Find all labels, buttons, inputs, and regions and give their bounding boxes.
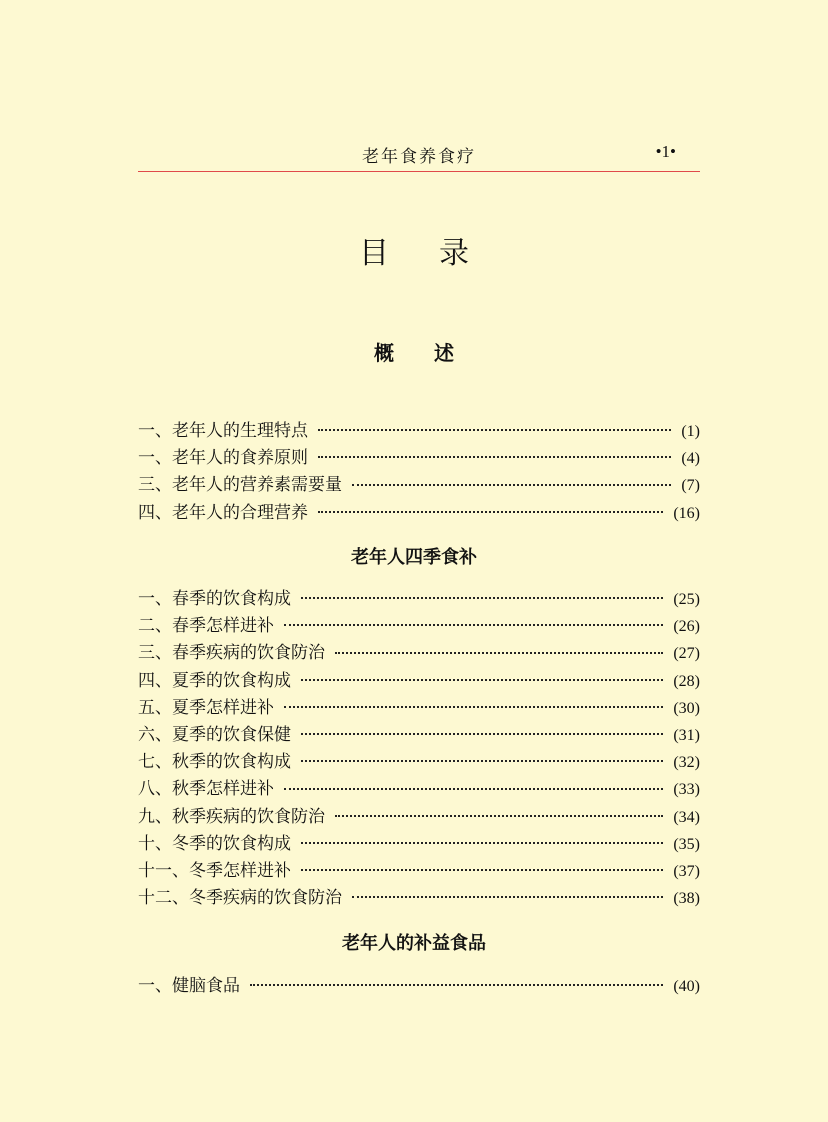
toc-entry-label: 一、健脑食品 [138, 976, 240, 996]
toc-entry-page: (35) [673, 835, 700, 853]
toc-entry[interactable] [138, 416, 700, 443]
running-header [138, 140, 700, 170]
toc-entry-label: 一、老年人的生理特点 [138, 421, 308, 441]
toc-entry-label: 一、老年人的食养原则 [138, 448, 308, 469]
toc-entry-page: (33) [673, 781, 700, 799]
toc-entry-page: (30) [673, 699, 700, 717]
toc-entry-label: 十一、冬季怎样进补 [138, 860, 291, 881]
toc-entry[interactable] [138, 856, 700, 883]
toc-entry[interactable] [138, 747, 700, 774]
dot-leader [352, 484, 671, 486]
dot-leader [335, 815, 663, 817]
toc-entry[interactable] [138, 611, 700, 638]
toc-entry-page: (38) [673, 890, 700, 908]
header-title: 老年食养食疗 [362, 147, 476, 167]
toc-entry[interactable] [138, 443, 700, 470]
toc-entry[interactable] [138, 666, 700, 693]
toc-entry-page: (34) [673, 808, 700, 826]
toc-list-tonic-foods [138, 971, 700, 998]
toc-entry-label: 十二、冬季疾病的饮食防治 [138, 888, 342, 909]
dot-leader [352, 896, 663, 898]
toc-entry[interactable] [138, 720, 700, 747]
toc-entry-label: 十、冬季的饮食构成 [138, 833, 291, 854]
dot-leader [301, 842, 663, 844]
section-heading-overview: 概述 [374, 341, 494, 365]
dot-leader [250, 984, 663, 986]
dot-leader [284, 788, 663, 790]
toc-entry[interactable] [138, 584, 700, 611]
toc-entry[interactable] [138, 470, 700, 497]
header-page-number: •1• [655, 142, 676, 161]
toc-entry[interactable] [138, 829, 700, 856]
dot-leader [318, 429, 671, 431]
toc-entry-page: (40) [673, 978, 700, 995]
toc-entry-page: (37) [673, 862, 700, 880]
toc-title: 目录 [359, 236, 519, 271]
toc-entry[interactable] [138, 774, 700, 801]
dot-leader [301, 597, 663, 599]
toc-entry-label: 一、春季的饮食构成 [138, 589, 291, 609]
toc-entry-page: (7) [681, 477, 700, 495]
section-heading-tonic-foods: 老年人的补益食品 [342, 933, 486, 954]
toc-entry-page: (25) [673, 591, 700, 608]
dot-leader [301, 760, 663, 762]
toc-entry-label: 五、夏季怎样进补 [138, 697, 274, 718]
toc-list-seasonal-diet [138, 584, 700, 910]
toc-entry-label: 七、秋季的饮食构成 [138, 752, 291, 773]
toc-entry-page: (4) [681, 450, 700, 468]
dot-leader [318, 511, 663, 513]
section-heading-seasonal-diet: 老年人四季食补 [351, 547, 477, 568]
dot-leader [335, 652, 663, 654]
dot-leader [318, 456, 671, 458]
toc-entry-label: 九、秋季疾病的饮食防治 [138, 806, 325, 827]
toc-entry-label: 六、夏季的饮食保健 [138, 724, 291, 745]
toc-entry-label: 三、春季疾病的饮食防治 [138, 643, 325, 664]
dot-leader [301, 679, 663, 681]
toc-entry-page: (32) [673, 754, 700, 772]
dot-leader [301, 869, 663, 871]
toc-entry[interactable] [138, 971, 700, 998]
toc-entry-page: (27) [673, 645, 700, 663]
dot-leader [284, 706, 663, 708]
dot-leader [301, 733, 663, 735]
header-rule [138, 171, 700, 172]
toc-entry[interactable] [138, 638, 700, 665]
toc-entry[interactable] [138, 802, 700, 829]
toc-entry-page: (16) [673, 504, 700, 522]
toc-entry-page: (26) [673, 618, 700, 636]
toc-entry-page: (28) [673, 672, 700, 690]
toc-entry-label: 四、老年人的合理营养 [138, 502, 308, 523]
toc-entry[interactable] [138, 693, 700, 720]
toc-entry-label: 二、春季怎样进补 [138, 616, 274, 637]
toc-entry-label: 三、老年人的营养素需要量 [138, 475, 342, 496]
dot-leader [284, 624, 663, 626]
toc-entry-page: (31) [673, 726, 700, 744]
toc-entry-label: 四、夏季的饮食构成 [138, 670, 291, 691]
toc-list-overview [138, 416, 700, 525]
toc-entry[interactable] [138, 498, 700, 525]
toc-entry-page: (1) [681, 423, 700, 440]
toc-entry[interactable] [138, 883, 700, 910]
toc-entry-label: 八、秋季怎样进补 [138, 779, 274, 800]
